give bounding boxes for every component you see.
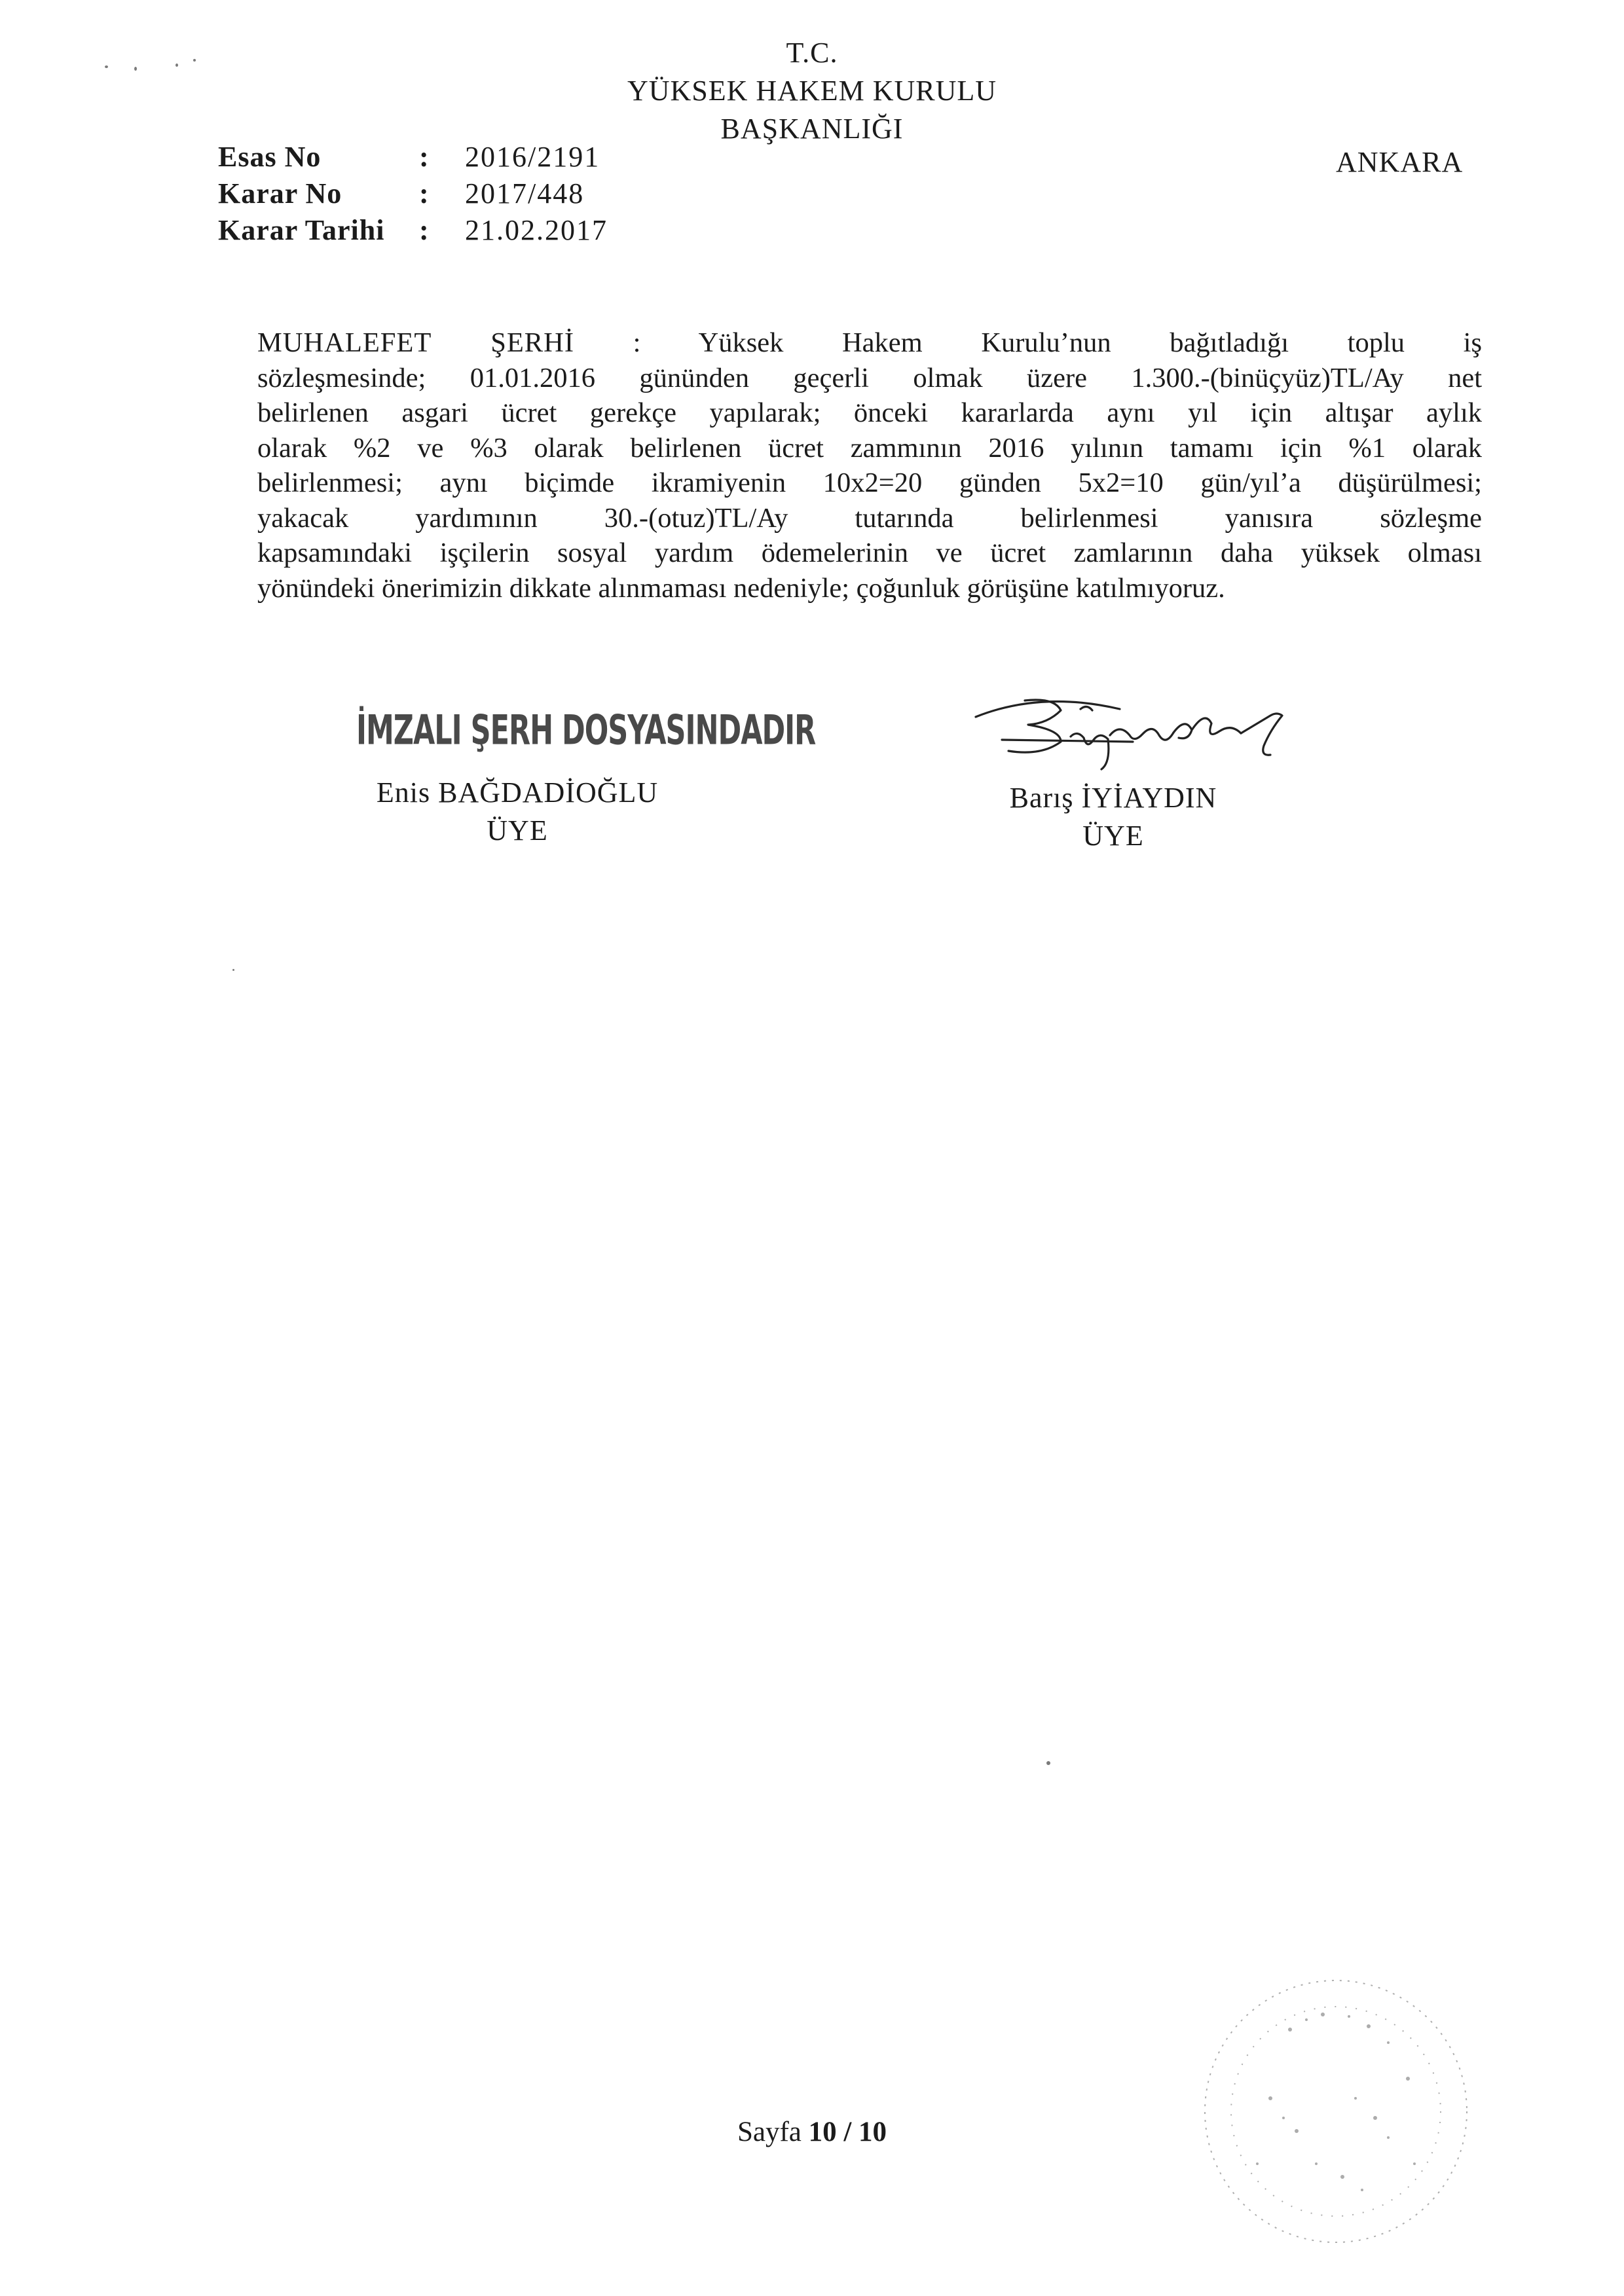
meta-label: Esas No [218,141,322,173]
handwritten-signature [963,678,1329,776]
dissent-paragraph [257,325,1482,606]
dissent-line: yakacak yardımının 30.-(otuz)TL/Ay tutarında belirlenmesi yanısıra sözleşme [257,502,1482,534]
signer-left [354,774,681,850]
signer-role: ÜYE [487,814,548,847]
page-footer [0,2116,1624,2148]
meta-row-karar-tarihi [218,212,608,249]
meta-separator: : [419,214,429,246]
dissent-text: Yüksek Hakem Kurulu’nun bağıtladığı toplu iş [698,327,1483,358]
signer-role: ÜYE [1082,820,1144,852]
dissent-line: belirlenen asgari ücret gerekçe yapılarak; önceki kararlarda aynı yıl için altışar aylık [257,397,1482,428]
meta-row-karar-no [218,175,608,212]
meta-value: 2016/2191 [465,141,600,173]
scan-speck [193,59,196,62]
scan-speck [134,67,137,71]
case-metadata [218,139,608,249]
signed-dissent-stamp: İMZALI ŞERH DOSYASINDADIR [356,707,816,755]
embossed-seal [1192,1967,1480,2255]
meta-value: 2017/448 [465,177,585,210]
document-header [0,34,1624,148]
meta-label: Karar No [218,177,342,210]
signer-name: Barış İYİAYDIN [1009,782,1217,814]
meta-row-esas-no [218,139,608,175]
dissent-separator: : [633,327,641,358]
page-number: 10 / 10 [808,2117,887,2147]
dissent-line: sözleşmesinde; 01.01.2016 gününden geçerli olmak üzere 1.300.-(binüçyüz)TL/Ay net [257,362,1482,393]
scan-speck [1046,1761,1050,1765]
header-country: T.C. [786,37,838,69]
footer-prefix: Sayfa [737,2117,802,2147]
dissent-line: olarak %2 ve %3 olarak belirlenen ücret zammının 2016 yılının tamamı için %1 olarak [257,432,1482,464]
scan-speck [105,65,108,68]
meta-separator: : [419,141,429,173]
signer-name: Enis BAĞDADİOĞLU [376,776,659,809]
dissent-line: yönündeki önerimizin dikkate alınmaması nedeniyle; çoğunluk görüşüne katılmıyoruz. [257,572,1225,604]
meta-label: Karar Tarihi [218,214,385,246]
header-institution: YÜKSEK HAKEM KURULU [627,75,997,107]
meta-separator: : [419,177,429,210]
signer-right [956,779,1270,855]
city-label: ANKARA [1336,146,1464,178]
scan-speck [232,969,234,971]
dissent-title: MUHALEFET ŞERHİ [257,327,574,358]
scan-speck [175,64,178,67]
dissent-line: belirlenmesi; aynı biçimde ikramiyenin 10x2=20 günden 5x2=10 gün/yıl’a düşürülmesi; [257,467,1482,498]
header-department: BAŞKANLIĞI [720,113,904,145]
meta-value: 21.02.2017 [465,214,608,246]
dissent-line: kapsamındaki işçilerin sosyal yardım ödemelerinin ve ücret zamlarının daha yüksek olması [257,538,1482,568]
dissent-line [257,325,1482,361]
